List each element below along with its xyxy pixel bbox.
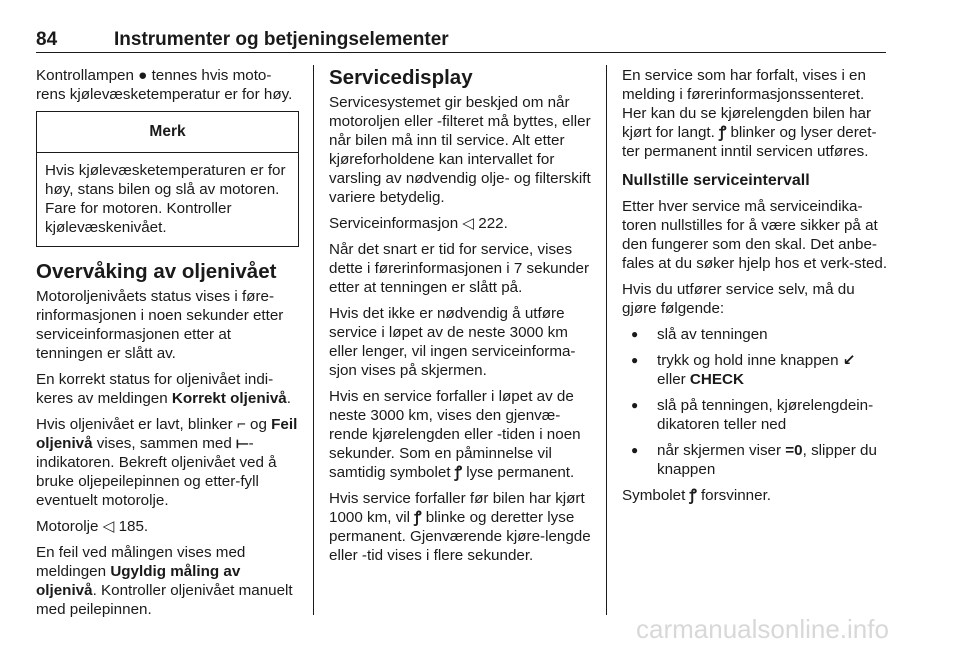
section-heading-reset: Nullstille serviceintervall — [622, 172, 810, 189]
column-divider — [313, 65, 314, 615]
page-reference-icon: ◁ — [462, 215, 475, 232]
paragraph: Etter hver service må serviceindika-toren nullstilles for å være sikker på at den fungerer som den skal. Det anbe-fales at du søker hjelp hos et verk-sted. — [622, 198, 888, 272]
list-item: ● slå av tenningen — [622, 325, 888, 344]
paragraph: En feil ved målingen vises med meldingen Ugyldig måling av oljenivå. Kontroller oljenivået manuelt med peilepinnen. — [36, 544, 293, 618]
service-wrench-icon: ꝭ — [719, 124, 727, 141]
page-reference-icon: ◁ — [102, 518, 115, 535]
paragraph: Servicesystemet gir beskjed om når motoroljen eller -filteret må byttes, eller når bilen må inn til service. Alt etter kjøreforholdene kan intervallet for varsling av nødvendig olje- og filterskift variere betydelig. — [329, 94, 591, 206]
paragraph: Hvis oljenivået er lavt, blinker ⌐ og Feil oljenivå vises, sammen med ⟝-indikatoren. Bekreft oljenivået ved å bruke oljepeilepinnen og etter-fyll eventuelt motorolje. — [36, 416, 298, 509]
paragraph: Motoroljenivåets status vises i føre-rinformasjonen i noen sekunder etter serviceinformasjonen etter at tenningen er slått av. — [36, 288, 284, 362]
stalk-button-icon: ↙ — [842, 352, 856, 369]
service-wrench-icon: ꝭ — [414, 509, 422, 526]
coolant-warning-icon: ● — [138, 67, 148, 84]
paragraph: Hvis det ikke er nødvendig å utføre service i løpet av de neste 3000 km eller lenger, vil ingen serviceinforma-sjon vises på skjermen. — [329, 305, 576, 379]
header-rule — [36, 52, 886, 53]
service-wrench-icon: ꝭ — [689, 487, 697, 504]
list-item: ● trykk og hold inne knappen ↙ eller CHECK — [622, 351, 888, 389]
paragraph: En service som har forfalt, vises i en melding i førerinformasjonssenteret. Her kan du se kjørelengden bilen har kjørt for langt. ꝭ blinker og lyser deret-ter permanent inntil servicen utføres. — [622, 67, 877, 160]
steps-list — [622, 325, 888, 479]
list-item: ● når skjermen viser =0, slipper du knappen — [622, 441, 888, 479]
list-item: ● slå på tenningen, kjørelengdein-dikatoren teller ned — [622, 396, 888, 434]
running-title: Instrumenter og betjeningselementer — [114, 29, 449, 50]
dipstick-icon: ⟝ — [236, 435, 249, 452]
section-heading-oil: Overvåking av oljenivået — [36, 260, 277, 283]
column-left — [36, 66, 299, 626]
paragraph: Hvis en service forfaller i løpet av de neste 3000 km, vises den gjenvæ-rende kjørelengden eller -tiden i noen sekunder. Som en påminnelse vil samtidig symbolet ꝭ lyse permanent. — [329, 388, 581, 481]
note-body: Hvis kjølevæsketemperaturen er for høy, stans bilen og slå av motoren. Fare for motoren. Kontroller kjølevæskenivået. — [45, 162, 286, 236]
paragraph: En korrekt status for oljenivået indi-keres av meldingen Korrekt oljenivå. — [36, 371, 291, 407]
page-header — [36, 29, 886, 51]
column-right — [622, 66, 888, 512]
intro-paragraph: Kontrollampen ● tennes hvis moto-rens kjølevæsketemperatur er for høy. — [36, 67, 293, 103]
note-box — [36, 111, 299, 247]
paragraph: Hvis du utfører service selv, må du gjøre følgende: — [622, 281, 855, 317]
column-middle — [329, 66, 592, 572]
section-heading-service: Servicedisplay — [329, 66, 473, 89]
paragraph: Hvis service forfaller før bilen har kjørt 1000 km, vil ꝭ blinke og deretter lyse permanent. Gjenværende kjøre-lengde eller -tid vises i flere sekunder. — [329, 490, 591, 564]
paragraph: Serviceinformasjon ◁ 222. — [329, 215, 508, 232]
page-number: 84 — [36, 29, 58, 50]
oil-can-icon: ⌐ — [236, 416, 246, 433]
note-title: Merk — [37, 112, 298, 153]
paragraph: Motorolje ◁ 185. — [36, 518, 149, 535]
service-wrench-icon: ꝭ — [454, 464, 462, 481]
paragraph: Når det snart er tid for service, vises dette i førerinformasjonen i 7 sekunder etter at tenningen er slått på. — [329, 241, 590, 296]
paragraph: Symbolet ꝭ forsvinner. — [622, 487, 772, 504]
column-divider — [606, 65, 607, 615]
watermark: carmanualsonline.info — [636, 614, 889, 644]
